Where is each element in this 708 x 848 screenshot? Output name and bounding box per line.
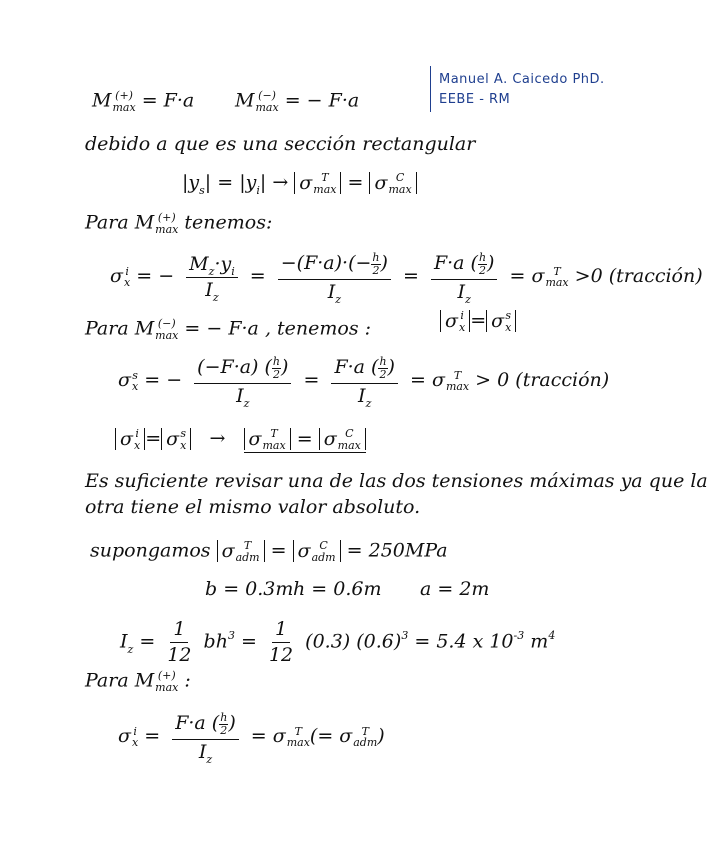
abs-equal-note: σ i x = σ s x [440, 310, 516, 333]
author-name: Manuel A. Caicedo PhD. [439, 72, 605, 87]
conclusion-line-2: otra tiene el mismo valor absoluto. [85, 496, 421, 518]
moment-max-negative: M (−) max = − F·a [235, 89, 360, 114]
sigma-s-equation: σ s x = − (−F·a) ( $\frac{h}{2}$ ) $I_z$ = F·a ( $\frac{h}{2}$ ) $I_z$ = σ T max > 0 (tracción) [118, 355, 610, 411]
inertia-equation: $I_z$ = $\frac{1}{12}$ $bh^3$ = $\frac{1}{12}$ (0.3) $(0.6)^3 = 5.4$ x $10^{-3}$ $m^4$ [120, 618, 556, 666]
rect-section-text: debido a que es una sección rectangular [85, 133, 476, 155]
dim-b: b = 0.3m [205, 578, 294, 600]
para-negative-heading: Para M (−) max = − F·a , tenemos : [85, 317, 372, 342]
sigma-i-equation: σ i x = − $\frac{M_z\cdot y_i}{I_z}$ = −(F·a)·(− $\frac{h}{2}$ ) $I_z$ = F·a ( $\frac{h}{2}$ ) $I_z$ = σ T max >0 (tracción) [110, 251, 703, 307]
moment-max-positive: M (+) max = F·a [92, 89, 195, 114]
institution: EEBE - RM [439, 92, 511, 107]
dim-a: a = 2m [420, 578, 490, 600]
abs-chain: σ i x = σ s x → σ T max = σ C max [115, 428, 366, 451]
para-positive-heading-2: Para M (+) max : [85, 669, 191, 694]
final-equation: σ i x = F·a ( $\frac{h}{2}$ ) $I_z$ = σ T max (= σ T adm ) [118, 711, 385, 767]
conclusion-line-1: Es suficiente revisar una de las dos tensiones máximas ya que la [85, 470, 708, 492]
dim-h: h = 0.6m [293, 578, 382, 600]
author-box [430, 66, 605, 112]
suppose-stress: supongamos σ T adm = σ C adm = 250MPa [90, 539, 448, 564]
para-positive-heading: Para M (+) max tenemos: [85, 211, 273, 236]
ys-yi-relation: $|y_s| = |y_i| \to \sigma$ T max = σ C max [182, 172, 417, 195]
